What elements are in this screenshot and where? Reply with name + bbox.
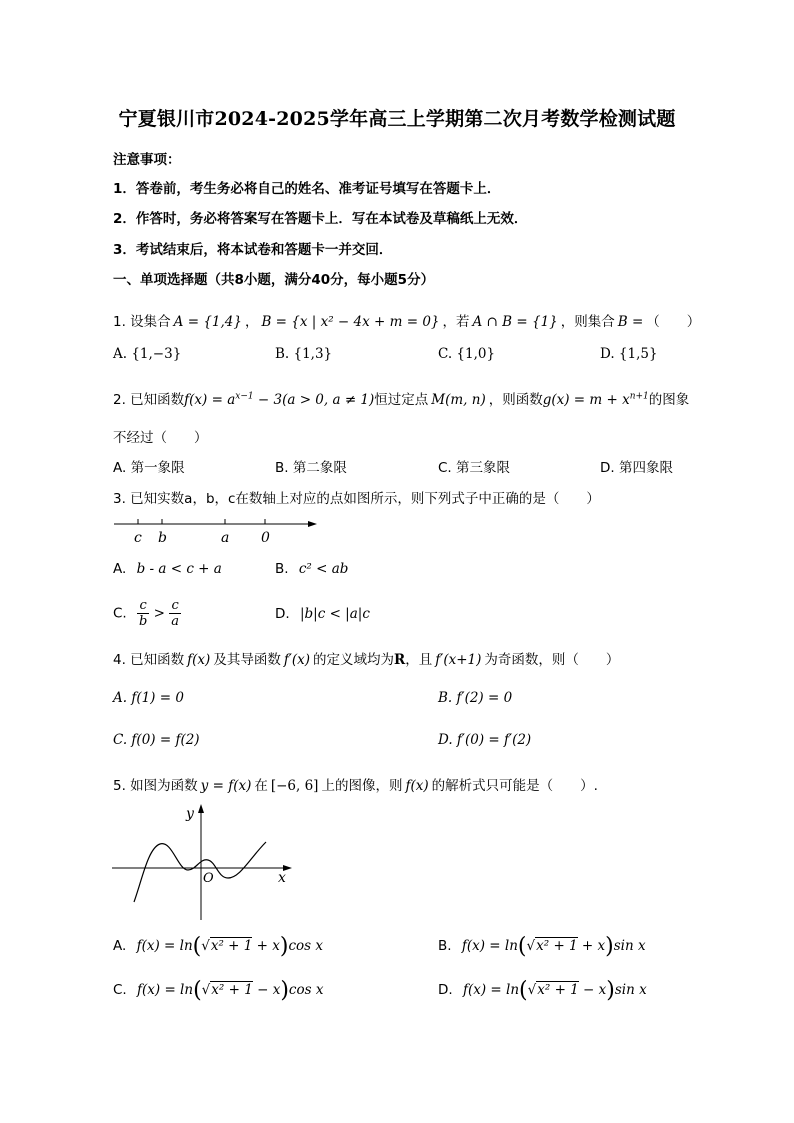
q4-fpx: f′(x) [283, 652, 311, 668]
q2-text-mid2: ，则函数 [488, 392, 543, 408]
q5-option-d-sqrt: x² + 1 [537, 982, 579, 998]
q5-option-a-sqrt: x² + 1 [210, 938, 253, 954]
sqrt-sign: √ [201, 938, 210, 954]
q3-option-d-expr: |b|c < |a|c [299, 606, 370, 622]
page-title: 宁夏银川市2024-2025学年高三上学期第二次月考数学检测试题 [118, 108, 676, 130]
q4-text-c: 的定义域均为 [313, 652, 395, 668]
label-zero: 0 [261, 530, 270, 546]
q5-option-c-sqrt: x² + 1 [211, 982, 253, 998]
q2-point: M(m, n) [431, 392, 486, 408]
q3-option-d[interactable] [275, 606, 370, 622]
q5-y: y = f(x) [200, 778, 252, 794]
q4-text-a: 4. 已知函数 [113, 652, 185, 668]
q5-option-a-sign: + x [252, 938, 280, 954]
q3-option-c-op: > [153, 605, 165, 622]
q2-text-mid: 恒过定点 [374, 392, 429, 408]
q5-option-c-trig: cos x [288, 982, 324, 998]
q1-option-c[interactable]: C. {1,0} [438, 346, 496, 362]
q5-option-d-sign: − x [578, 982, 607, 998]
q3-option-b[interactable] [275, 561, 348, 577]
q4-option-b[interactable]: B. f′(2) = 0 [438, 690, 513, 706]
question-3: 3. 已知实数a，b，c在数轴上对应的点如图所示，则下列式子中正确的是（ ） [113, 491, 600, 507]
q2-g-exp: n+1 [629, 391, 649, 402]
q2-g: g(x) = m + x [542, 392, 630, 408]
frac1-den: b [139, 614, 148, 629]
q1-cond-pre: ，若 [442, 314, 470, 330]
paren-close: ) [279, 934, 289, 959]
q5-option-b-sqrt: x² + 1 [536, 938, 578, 954]
q1-tail: ，则集合 [560, 314, 615, 330]
graph-curve [134, 842, 266, 902]
paren-open: ( [193, 978, 202, 1003]
q5-option-c-sign: − x [252, 982, 281, 998]
q3-option-a-label: A. [113, 561, 127, 577]
note-item-3: 3．考试结束后，将本试卷和答题卡一并交回． [113, 242, 393, 258]
q5-option-c-lhs: f(x) = ln [137, 982, 194, 998]
label-b: b [158, 530, 167, 546]
q3-option-c-label: C. [113, 605, 127, 622]
frac2-den: a [171, 614, 180, 629]
q5-option-b-trig: sin x [613, 938, 646, 954]
q4-option-c[interactable]: C. f(0) = f(2) [113, 732, 200, 748]
note-item-1: 1．答卷前，考生务必将自己的姓名、准考证号填写在答题卡上． [113, 181, 501, 197]
q5-fx: f(x) [405, 778, 429, 794]
number-line-figure [110, 512, 325, 548]
sqrt-sign: √ [526, 938, 536, 954]
q4-fpx1: f′(x+1) [435, 652, 482, 668]
paren-close: ) [280, 978, 289, 1003]
sqrt-sign: √ [527, 982, 537, 998]
q5-option-b-lhs: f(x) = ln [461, 938, 518, 954]
note-item-2: 2．作答时，务必将答案写在答题卡上．写在本试卷及草稿纸上无效． [113, 211, 528, 227]
q4-text-b: 及其导函数 [213, 652, 281, 668]
q5-option-c[interactable] [113, 978, 323, 1003]
q5-text-a: 5. 如图为函数 [113, 778, 198, 794]
q2-option-d[interactable]: D. 第四象限 [600, 460, 673, 476]
graph-label-origin: O [203, 871, 214, 886]
q5-option-d-label: D. [438, 982, 453, 998]
q4-option-d[interactable]: D. f′(0) = f′(2) [438, 732, 532, 748]
sqrt-sign: √ [201, 982, 211, 998]
q2-text-a: 2. 已知函数 [113, 392, 185, 408]
label-a: a [221, 530, 230, 546]
q2-option-b[interactable]: B. 第二象限 [275, 460, 347, 476]
label-c: c [134, 530, 142, 546]
q5-option-c-label: C. [113, 982, 127, 998]
q5-option-a-label: A. [113, 938, 127, 954]
paren-close: ) [606, 978, 615, 1003]
q5-text-b: 在 [254, 778, 268, 794]
q3-option-c-frac2 [169, 598, 181, 629]
q5-option-a-lhs: f(x) = ln [136, 938, 193, 954]
q2-line2: 不经过（ ） [113, 430, 208, 446]
paren-open: ( [517, 934, 527, 959]
section-heading: 一、单项选择题（共8小题，满分40分，每小题5分） [113, 272, 435, 288]
q3-option-b-label: B. [275, 561, 289, 577]
function-graph-figure [108, 800, 298, 925]
q1-option-a[interactable]: A. {1,−3} [113, 346, 182, 362]
q5-option-d-lhs: f(x) = ln [462, 982, 520, 998]
q3-option-d-label: D. [275, 606, 290, 622]
q3-option-b-expr: c² < ab [298, 561, 349, 577]
q5-option-a[interactable] [113, 934, 323, 959]
q5-option-a-trig: cos x [288, 938, 324, 954]
q3-option-a-expr: b - a < c + a [136, 561, 222, 577]
q1-option-b[interactable]: B. {1,3} [275, 346, 333, 362]
q2-option-c[interactable]: C. 第三象限 [438, 460, 511, 476]
q1-paren: （ ） [646, 314, 701, 330]
q1-prefix: 1. 设集合 [113, 314, 171, 330]
q4-text-d: ，且 [405, 652, 433, 668]
q5-option-b-sign: + x [577, 938, 606, 954]
q1-set-b: B = {x | x² − 4x + m = 0} [261, 314, 440, 330]
q1-sep: ， [244, 314, 259, 330]
question-5 [113, 774, 598, 794]
paren-open: ( [519, 978, 528, 1003]
notes-heading: 注意事项： [113, 152, 181, 168]
q5-option-b[interactable] [438, 934, 646, 959]
frac1-num: c [137, 598, 149, 614]
q5-text-c: 上的图像，则 [321, 778, 403, 794]
q4-text-e: 为奇函数，则（ ） [484, 652, 620, 668]
q1-set-a: A = {1,4} [173, 314, 242, 330]
paren-close: ) [605, 934, 614, 959]
q3-option-c[interactable] [113, 598, 181, 629]
q5-option-b-label: B. [438, 938, 452, 954]
q5-option-d[interactable] [438, 978, 647, 1003]
q3-option-c-frac1 [137, 598, 149, 629]
q1-option-d[interactable]: D. {1,5} [600, 346, 658, 362]
q3-option-a[interactable] [113, 561, 222, 577]
q5-option-d-trig: sin x [614, 982, 647, 998]
q1-cond: A ∩ B = {1} [472, 314, 558, 330]
number-line-arrow [308, 521, 317, 527]
q4-R: R [394, 652, 406, 668]
question-1 [113, 310, 700, 330]
q4-option-a[interactable]: A. f(1) = 0 [113, 690, 184, 706]
paren-open: ( [192, 934, 202, 959]
graph-y-arrow [198, 804, 204, 813]
graph-label-y: y [186, 806, 194, 822]
q2-text-end: 的图象 [648, 392, 690, 408]
frac2-num: c [169, 598, 181, 614]
q2-f: f(x) = a [184, 392, 236, 408]
q5-text-d: 的解析式只可能是（ ）. [431, 778, 598, 794]
q2-f-exp: x−1 [235, 391, 254, 402]
q2-option-a[interactable]: A. 第一象限 [113, 460, 185, 476]
question-2 [113, 388, 689, 408]
q2-f-cont: − 3(a > 0, a ≠ 1) [253, 392, 375, 408]
question-4 [113, 648, 619, 668]
q4-fx: f(x) [187, 652, 211, 668]
q1-ask: B = [617, 314, 644, 330]
q5-interval: [−6, 6] [270, 778, 319, 794]
graph-label-x: x [278, 870, 286, 886]
